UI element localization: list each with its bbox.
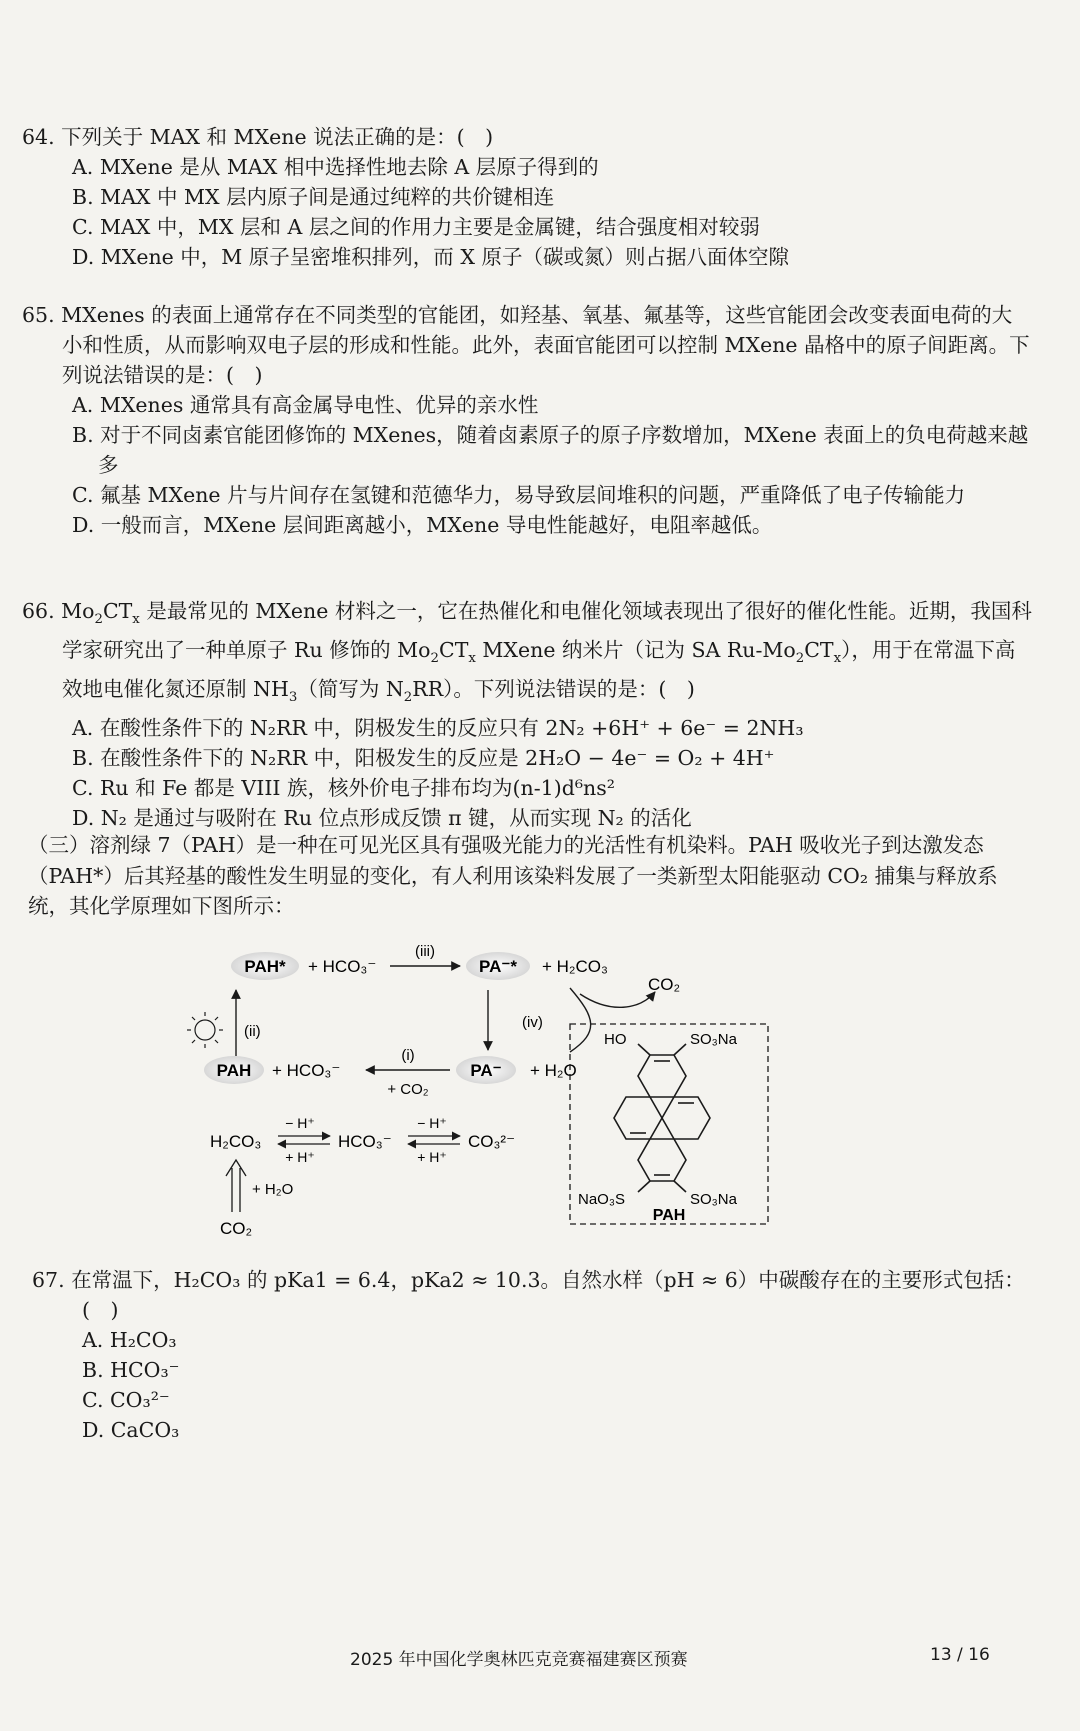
question-66-option-b: B. 在酸性条件下的 N₂RR 中，阳极发生的反应是 2H₂O − 4e⁻ = O₂ + 4H⁺ [72,746,775,771]
eq2-plus-h-label: + H⁺ [417,1149,447,1165]
plus-h2o-label: + H₂O [252,1181,294,1198]
so3na-bottom-label: SO₃Na [690,1191,737,1208]
question-64-option-d: D. MXene 中，M 原子呈密堆积排列，而 X 原子（碳或氮）则占据八面体空隙 [72,245,789,269]
pyrene-structure [614,1044,710,1192]
question-65-option-d: D. 一般而言，MXene 层间距离越小，MXene 导电性能越好，电阻率越低。 [72,513,773,537]
step-i-label: (i) [401,1047,415,1064]
eq-h2co3-label: H₂CO₃ [210,1132,262,1151]
question-64-option-a: A. MXene 是从 MAX 相中选择性地去除 A 层原子得到的 [72,155,599,179]
pa-label: PA⁻ [470,1061,502,1080]
question-66 [22,596,1032,833]
question-66-stem: 66. $Mo_2CT_x$ 是最常见的 MXene 材料之一，它在热催化和电催化领域表现出了很好的催化性能。近期，我国科学家研究出了一种单原子 Ru 修饰的 $Mo_2CT_x$ MXene 纳米片（记为 SA $Ru-Mo_2CT_x$），用于在常温下高效地电催化氮还原制 $NH_3$（简写为 $N_2RR$）。下列说法错误的是：( ) [22,599,1032,706]
question-67-option-c: C. CO₃²⁻ [82,1388,170,1412]
question-67-stem: 67. 在常温下，H₂CO₃ 的 pKa1 = 6.4，pKa2 ≈ 10.3。自然水样（pH ≈ 6）中碳酸存在的主要形式包括： [32,1268,1025,1292]
question-67 [22,1265,1032,1445]
question-66-option-d: D. N₂ 是通过与吸附在 Ru 位点形成反馈 π 键，从而实现 N₂ 的活化 [72,806,692,831]
mid-hco3-label: + HCO₃⁻ [272,1061,341,1080]
ho-label: HO [604,1031,627,1048]
question-64 [22,122,1032,272]
question-65-option-c: C. 氟基 MXene 片与片间存在氢键和范德华力，易导致层间堆积的问题，严重降低了电子传输能力 [72,483,966,507]
pa-star-label: PA⁻* [479,957,517,976]
question-64-stem: 64. 下列关于 MAX 和 MXene 说法正确的是：( ) [22,125,494,149]
section-3-text: （三）溶剂绿 7（PAH）是一种在可见光区具有强吸光能力的光活性有机染料。PAH 吸收光子到达激发态（PAH*）后其羟基的酸性发生明显的变化，有人利用该染料发展了一类新型太阳能驱动 CO₂ 捕集与释放系统，其化学原理如下图所示： [28,833,998,918]
question-65-option-b: B. 对于不同卤素官能团修饰的 MXenes，随着卤素原子的原子序数增加，MXene 表面上的负电荷越来越多 [72,423,1029,477]
question-64-option-b: B. MAX 中 MX 层内原子间是通过纯粹的共价键相连 [72,185,555,209]
question-65-stem: 65. MXenes 的表面上通常存在不同类型的官能团，如羟基、氧基、氟基等，这些官能团会改变表面电荷的大小和性质，从而影响双电子层的形成和性能。此外，表面官能团可以控制 MXene 晶格中的原子间距离。下列说法错误的是：( ) [22,303,1030,387]
footer-title: 2025 年中国化学奥林匹克竞赛福建赛区预赛 [350,1650,688,1670]
question-67-option-d: D. CaCO₃ [82,1418,180,1442]
eq-co2-label: CO₂ [220,1219,253,1238]
eq1-plus-h-label: + H⁺ [285,1149,315,1165]
page-number: 13 / 16 [930,1645,990,1665]
pah-label: PAH [216,1061,252,1080]
mid-h2o-label: + H₂O [530,1061,577,1080]
pah-caption: PAH [652,1207,686,1224]
hydration-arrow [226,1160,246,1212]
eq-hco3-label: HCO₃⁻ [338,1132,392,1151]
top-h2co3-label: + H₂CO₃ [542,957,608,976]
so3na-top-label: SO₃Na [690,1031,737,1048]
question-65-option-a: A. MXenes 通常具有高金属导电性、优异的亲水性 [72,393,539,417]
question-66-option-a: A. 在酸性条件下的 N₂RR 中，阴极发生的反应只有 2N₂ +6H⁺ + 6e⁻ = 2NH₃ [72,716,804,741]
co2-capture-scheme-figure [170,932,870,1242]
question-65 [22,300,1032,540]
sun-icon [187,1012,223,1048]
co2-release-arrow [580,992,655,1007]
step-iii-label: (iii) [415,943,435,960]
step-iv-label: (iv) [522,1014,543,1031]
pah-star-label: PAH* [244,957,286,976]
question-67-option-b: B. HCO₃⁻ [82,1358,180,1382]
top-hco3-label: + HCO₃⁻ [308,957,377,976]
step-ii-label: (ii) [244,1023,261,1040]
plus-co2-label: + CO₂ [387,1081,429,1098]
naso3-label: NaO₃S [578,1191,625,1208]
eq2-minus-h-label: − H⁺ [417,1115,447,1131]
released-co2-label: CO₂ [648,975,681,994]
eq-co3-label: CO₃²⁻ [468,1132,516,1151]
section-3-intro [28,830,1038,922]
curve-to-pa [570,988,591,1052]
question-64-option-c: C. MAX 中，MX 层和 A 层之间的作用力主要是金属键，结合强度相对较弱 [72,215,760,239]
question-66-option-c: C. Ru 和 Fe 都是 VIII 族，核外价电子排布均为(n-1)d⁶ns² [72,776,615,801]
question-67-option-a: A. H₂CO₃ [82,1328,177,1352]
question-67-paren: ( ) [82,1298,119,1322]
eq1-minus-h-label: − H⁺ [285,1115,315,1131]
